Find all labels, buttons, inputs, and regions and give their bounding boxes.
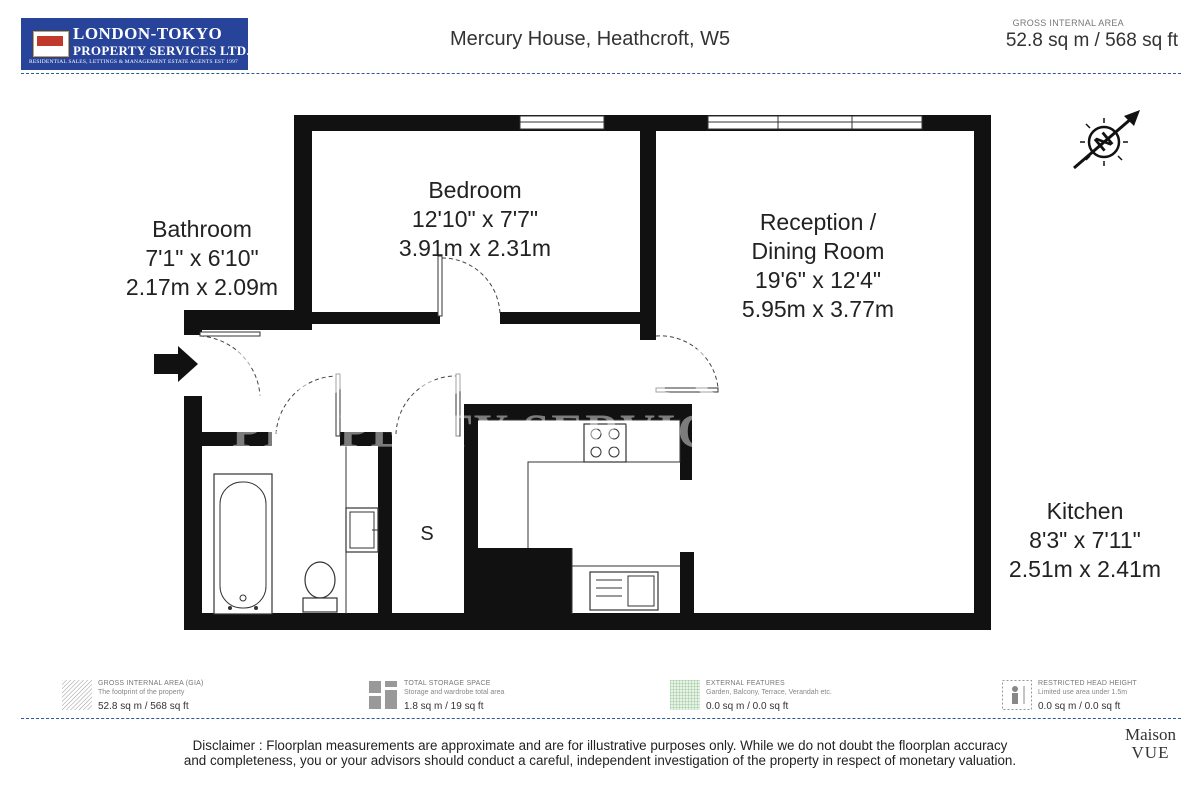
legend-title: GROSS INTERNAL AREA (GIA) [98,680,204,687]
reception-name2: Dining Room [751,238,885,264]
bedroom-imperial: 12'10" x 7'7" [411,206,539,232]
kitchen-label [990,497,1180,584]
watermark-line1: LONDON-TOKYO [230,323,945,414]
disclaimer-line2: and completeness, you or your advisors should conduct a careful, independent investigation of the property in respect of monetary valuation. [183,753,1017,768]
legend-value: 0.0 sq m / 0.0 sq ft [1038,701,1121,712]
brand-line2: VUE [1131,743,1170,762]
reception-imperial: 19'6" x 12'4" [754,267,882,293]
external-swatch-icon [670,680,700,710]
reception-name1: Reception / [759,209,877,235]
bedroom-name: Bedroom [428,177,522,203]
brand-logo [1125,726,1176,762]
gross-area-label: GROSS INTERNAL AREA [1012,18,1124,28]
footer-divider [21,718,1181,719]
disclaimer-line1: Disclaimer : Floorplan measurements are approximate and are for illustrative purposes only. While we do not doubt the floorplan accuracy [192,738,1008,753]
legend-title: TOTAL STORAGE SPACE [404,680,491,687]
sink-icon [590,572,658,610]
logo-line1: LONDON-TOKYO [73,24,223,43]
legend-value: 0.0 sq m / 0.0 sq ft [706,701,789,712]
bedroom-door [438,256,500,316]
bedroom-metric: 3.91m x 2.31m [398,235,552,261]
watermark-line2: PROPERTY SERVICES LTD. [232,405,906,458]
storage-label: S [420,523,434,545]
bedroom-label [380,176,570,263]
legend-subtitle: Garden, Balcony, Terrace, Verandah etc. [706,689,832,696]
logo-line3: RESIDENTIAL SALES, LETTINGS & MANAGEMENT ESTATE AGENTS EST 1997 [29,59,238,65]
basin [346,508,378,552]
gross-area-value: 52.8 sq m / 568 sq ft [1005,30,1178,51]
kitchen-imperial: 8'3" x 7'11" [1029,527,1141,553]
legend-value: 52.8 sq m / 568 sq ft [98,701,189,712]
legend-subtitle: Limited use area under 1.5m [1038,689,1128,696]
reception-metric: 5.95m x 3.77m [741,296,895,322]
bathroom-metric: 2.17m x 2.09m [125,274,279,300]
storage-swatch-icon [368,680,398,710]
brand-line1: Maison [1125,725,1176,744]
kitchen-metric: 2.51m x 2.41m [1008,556,1162,582]
bathroom-imperial: 7'1" x 6'10" [145,245,259,271]
bathtub [214,474,272,614]
compass-label: N [1089,126,1118,157]
legend-title: EXTERNAL FEATURES [706,680,785,687]
entrance-arrow-icon [154,346,198,382]
legend-subtitle: The footprint of the property [98,689,185,696]
legend-subtitle: Storage and wardrobe total area [404,689,505,696]
property-address: Mercury House, Heathcroft, W5 [450,28,731,50]
bathroom-label [106,215,298,302]
disclaimer [0,738,1200,768]
legend-title: RESTRICTED HEAD HEIGHT [1038,680,1137,687]
reception-label [718,208,918,324]
gia-swatch-icon [62,680,92,710]
bathroom-name: Bathroom [152,216,252,242]
legend-value: 1.8 sq m / 19 sq ft [404,701,484,712]
head-height-swatch-icon [1002,680,1032,710]
kitchen-name: Kitchen [1046,498,1124,524]
logo-line2: PROPERTY SERVICES LTD. [73,43,251,58]
toilet [303,562,337,612]
